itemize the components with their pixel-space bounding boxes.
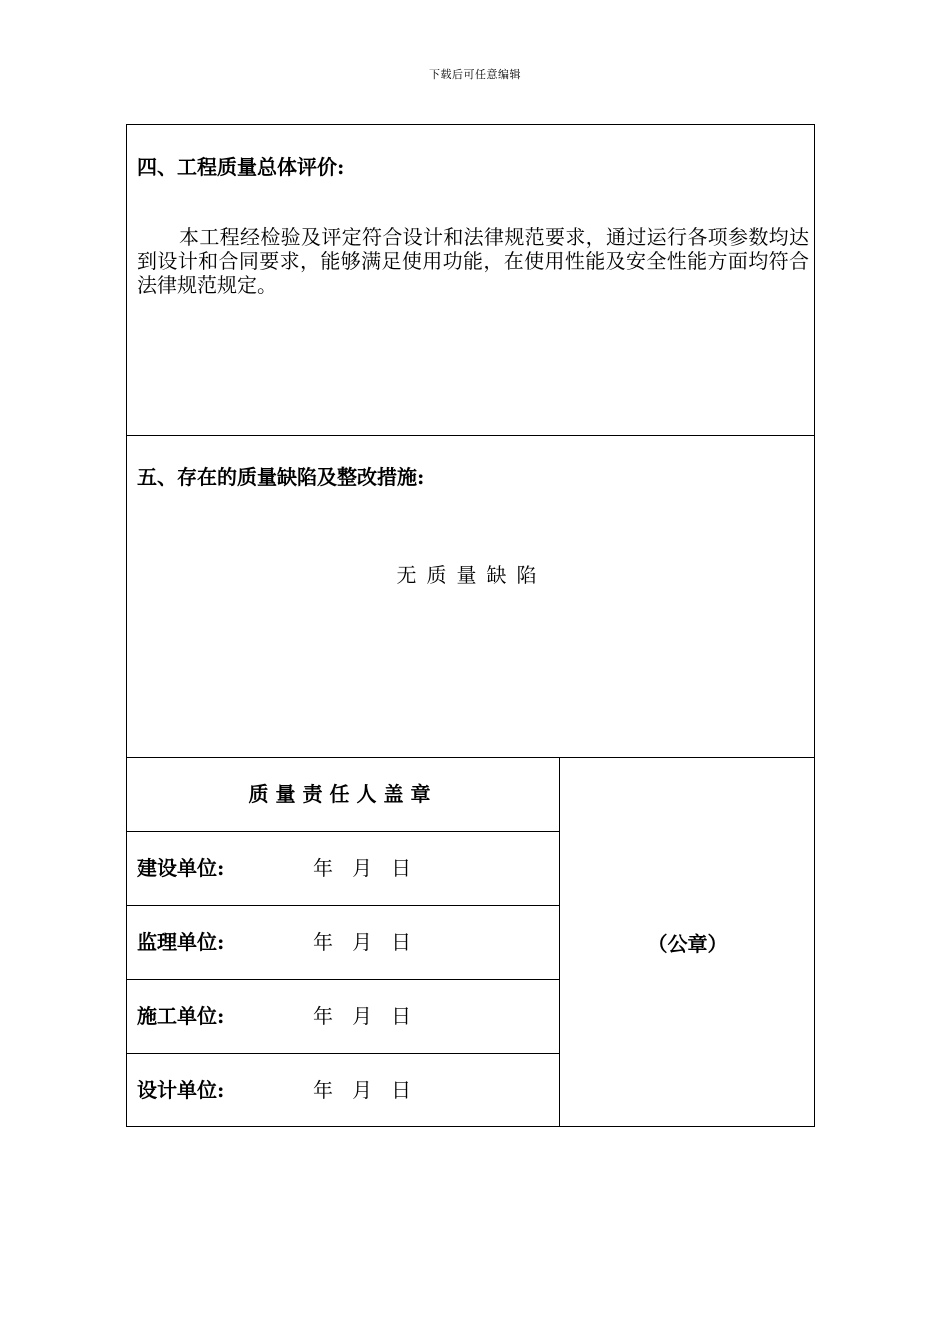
signature-row-construction xyxy=(127,831,559,905)
signature-row-label: 监理单位: xyxy=(137,930,225,954)
signature-row-label: 施工单位: xyxy=(137,1004,225,1028)
signature-row-label: 建设单位: xyxy=(137,856,225,880)
signature-row-date: 年 月 日 xyxy=(313,930,412,954)
section-four-heading: 四、工程质量总体评价: xyxy=(137,155,345,179)
signature-row-label: 设计单位: xyxy=(137,1078,225,1102)
section-four-body: 本工程经检验及评定符合设计和法律规范要求，通过运行各项参数均达到设计和合同要求，能够满足使用功能，在使用性能及安全性能方面均符合法律规范规定。 xyxy=(137,225,809,297)
signature-block-title: 质量责任人盖章 xyxy=(248,782,438,806)
signature-row-design xyxy=(127,1053,559,1127)
page-header-note: 下载后可任意编辑 xyxy=(429,68,521,81)
signature-row-date: 年 月 日 xyxy=(313,1078,412,1102)
signature-row-contractor xyxy=(127,979,559,1053)
section-five-body: 无质量缺陷 xyxy=(396,563,547,587)
official-seal-cell xyxy=(559,757,816,1127)
signature-row-date: 年 月 日 xyxy=(313,856,412,880)
divider-section-four-five xyxy=(127,435,814,436)
section-five-heading: 五、存在的质量缺陷及整改措施: xyxy=(137,465,425,489)
signature-row-supervision xyxy=(127,905,559,979)
evaluation-form-table xyxy=(126,124,815,1127)
official-seal-label: （公章） xyxy=(647,931,728,956)
signature-row-date: 年 月 日 xyxy=(313,1004,412,1028)
